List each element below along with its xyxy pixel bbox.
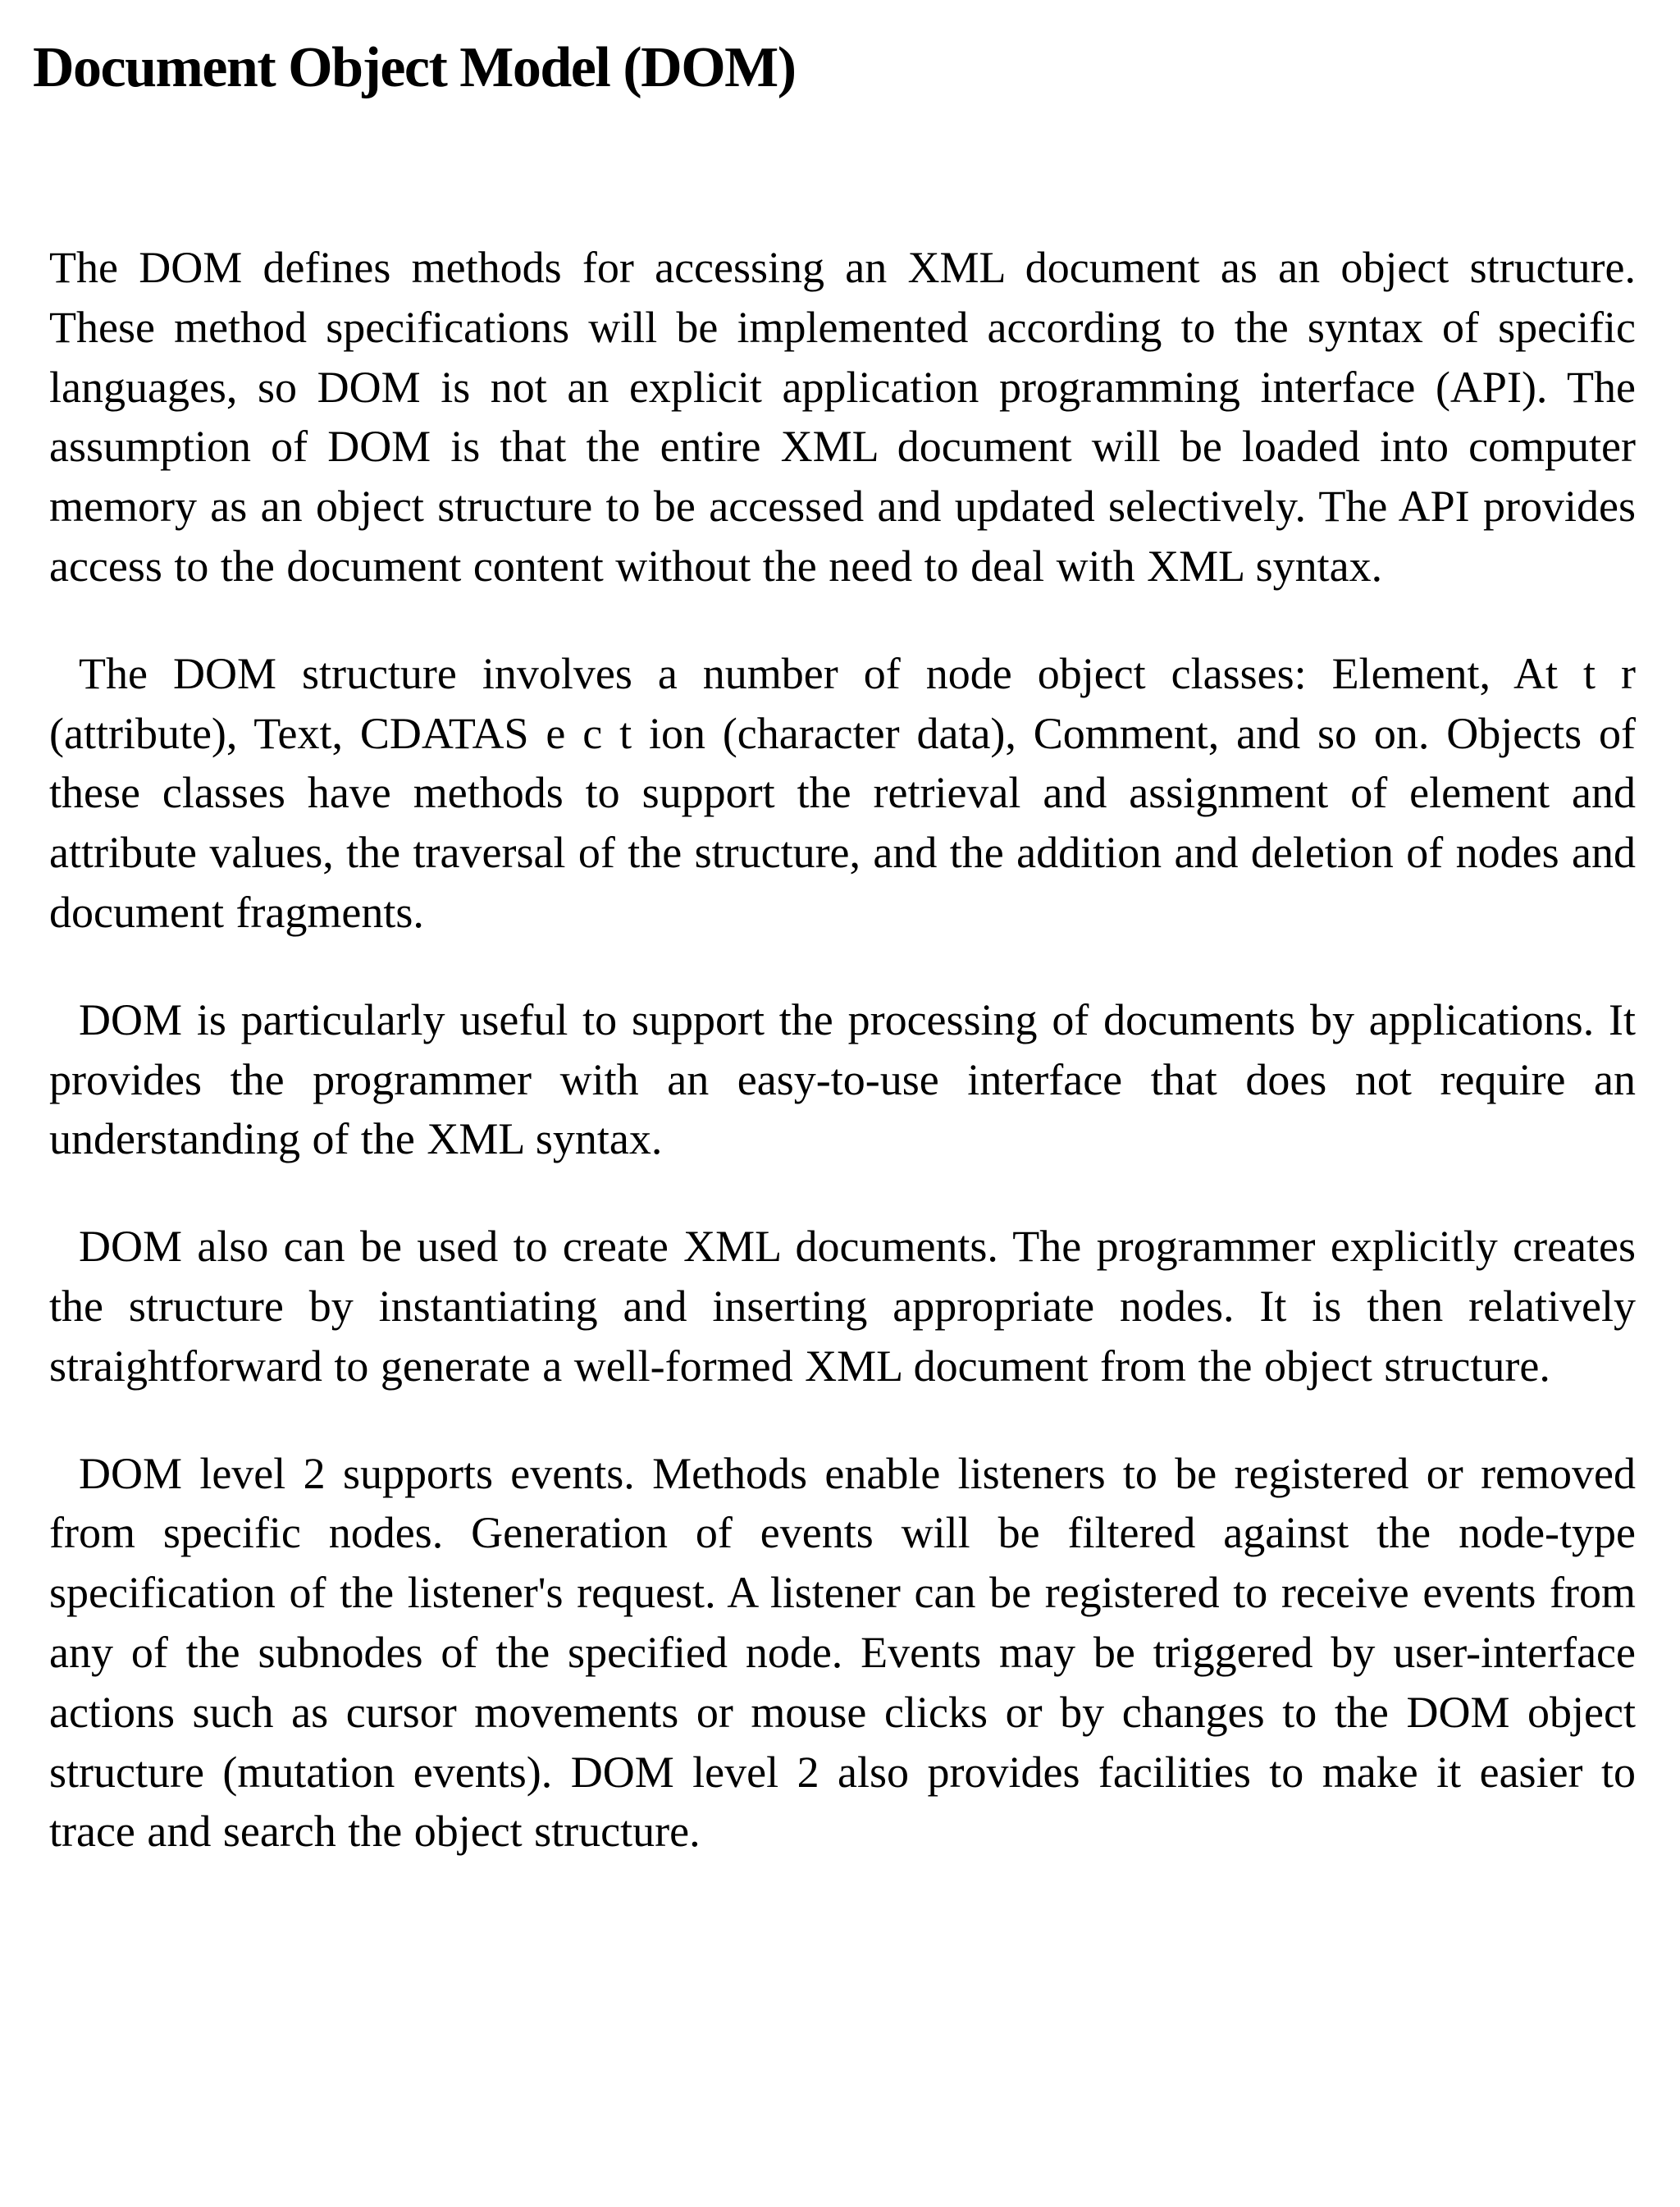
- paragraph-dom-level-2-events: DOM level 2 supports events. Methods enable listeners to be registered or removed from specific nodes. Generation of events will be filtered against the node-type specification of the listener's request. A listener can be registered to receive events from any of the subnodes of the specified node. Events may be triggered by user-interface actions such as cursor movements or mouse clicks or by changes to the DOM object structure (mutation events). DOM level 2 also provides facilities to make it easier to trace and search the object structure.: [49, 1448, 1636, 1857]
- paragraph-dom-creation: DOM also can be used to create XML documents. The programmer explicitly creates the structure by instantiating and inserting appropriate nodes. It is then relatively straightforward to generate a well-formed XML document from the object structure.: [49, 1222, 1636, 1391]
- paragraph-dom-definition: The DOM defines methods for accessing an XML document as an object structure. These method specifications will be implemented according to the syntax of specific languages, so DOM is not an explicit application programming interface (API). The assumption of DOM is that the entire XML document will be loaded into computer memory as an object structure to be accessed and updated selectively. The API provides access to the document content without the need to deal with XML syntax.: [49, 243, 1636, 591]
- document-body: [49, 238, 1636, 1909]
- paragraph-dom-structure: The DOM structure involves a number of node object classes: Element, At t r (attribute), Text, CDATAS e c t ion (character data), Comment, and so on. Objects of these classes have methods to support the retrieval and assignment of element and attribute values, the traversal of the structure, and the addition and deletion of nodes and document fragments.: [49, 648, 1636, 937]
- page-title: Document Object Model (DOM): [33, 36, 796, 99]
- paragraph-dom-usefulness: DOM is particularly useful to support the processing of documents by applications. It provides the programmer with an easy-to-use interface that does not require an understanding of the XML syntax.: [49, 994, 1636, 1164]
